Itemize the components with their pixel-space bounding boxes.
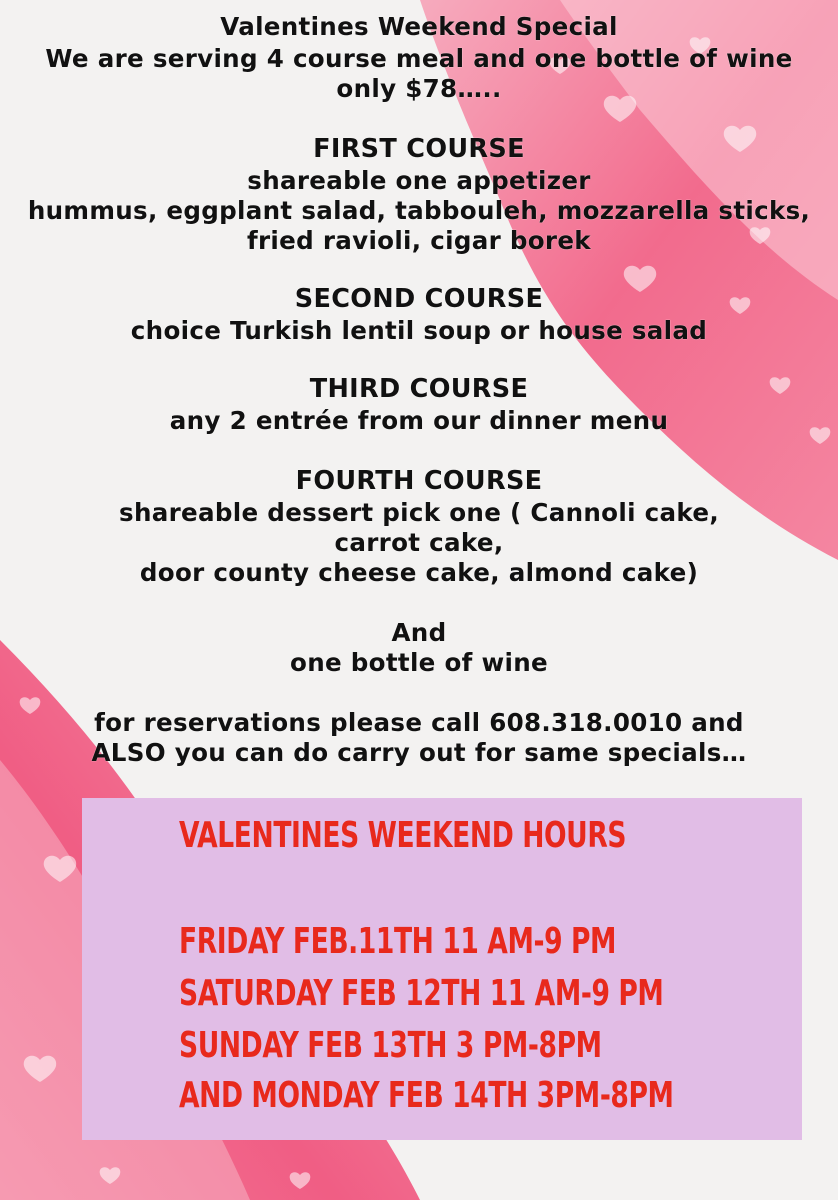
second-course-line: choice Turkish lentil soup or house salad bbox=[130, 316, 708, 345]
fourth-course-heading: FOURTH COURSE bbox=[295, 466, 543, 496]
carry-out-line: ALSO you can do carry out for same specials… bbox=[91, 738, 747, 767]
fourth-course-line: door county cheese cake, almond cake) bbox=[139, 558, 699, 587]
fourth-course-line: shareable dessert pick one ( Cannoli cake, bbox=[119, 498, 719, 527]
wine-and-line: And bbox=[391, 618, 447, 647]
reservation-line: for reservations please call 608.318.0010 and bbox=[94, 708, 744, 737]
third-course-line: any 2 entrée from our dinner menu bbox=[169, 406, 669, 435]
hours-panel bbox=[82, 798, 802, 1140]
special-price-line: only $78….. bbox=[336, 74, 502, 103]
hours-line: SUNDAY FEB 13TH 3 PM-8PM bbox=[179, 1025, 602, 1066]
special-intro-line: We are serving 4 course meal and one bottle of wine bbox=[45, 44, 793, 73]
fourth-course-line: carrot cake, bbox=[334, 528, 504, 557]
hours-title: VALENTINES WEEKEND HOURS bbox=[179, 815, 627, 856]
first-course-heading: FIRST COURSE bbox=[313, 134, 525, 164]
wine-bottle-line: one bottle of wine bbox=[290, 648, 548, 677]
hours-line: FRIDAY FEB.11TH 11 AM-9 PM bbox=[179, 921, 617, 962]
first-course-line: shareable one appetizer bbox=[247, 166, 591, 195]
first-course-line: hummus, eggplant salad, tabbouleh, mozzarella sticks, bbox=[27, 196, 811, 225]
third-course-heading: THIRD COURSE bbox=[309, 374, 529, 404]
hours-line: SATURDAY FEB 12TH 11 AM-9 PM bbox=[179, 973, 664, 1014]
first-course-line: fried ravioli, cigar borek bbox=[247, 226, 591, 255]
hours-line: AND MONDAY FEB 14TH 3PM-8PM bbox=[179, 1075, 674, 1116]
special-title: Valentines Weekend Special bbox=[220, 12, 618, 41]
second-course-heading: SECOND COURSE bbox=[294, 284, 544, 314]
